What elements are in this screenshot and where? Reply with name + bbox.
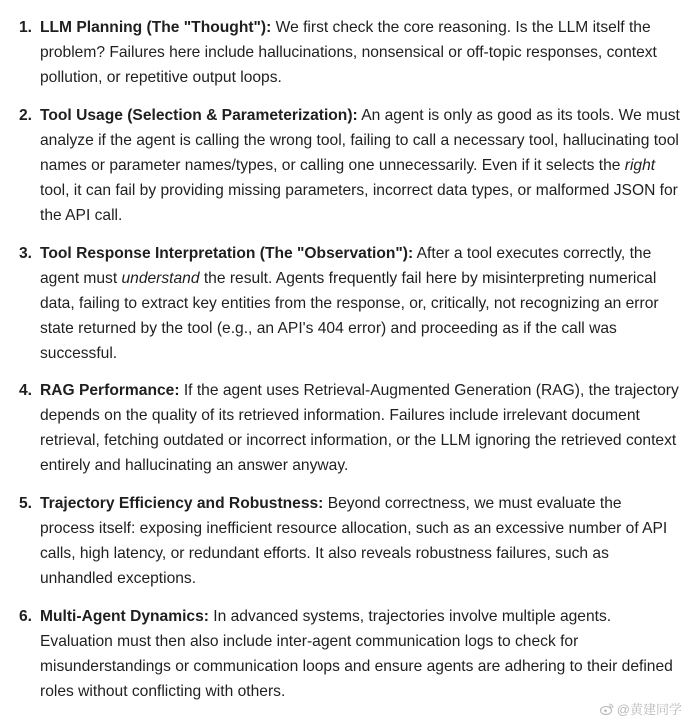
list-item-6	[0, 604, 690, 704]
item-title: Trajectory Efficiency and Robustness:	[40, 495, 324, 512]
item-title: Tool Usage (Selection & Parameterization):	[40, 107, 358, 124]
item-text	[40, 241, 680, 366]
weibo-icon	[600, 702, 614, 716]
item-body: tool, it can fail by providing missing parameters, incorrect data types, or malformed JSON for the API call.	[40, 182, 678, 224]
item-text	[40, 103, 680, 228]
item-emphasis: understand	[121, 270, 200, 287]
item-number: 6.	[19, 608, 33, 625]
item-number: 3.	[19, 245, 33, 262]
list-item-1	[0, 15, 690, 90]
list-item-3	[0, 241, 690, 366]
item-number: 4.	[19, 382, 33, 399]
item-text	[40, 604, 680, 704]
item-body: After a tool executes correctly, the agent must	[40, 245, 652, 287]
item-title: RAG Performance:	[40, 382, 180, 399]
list-item-5	[0, 491, 690, 591]
list-item-4	[0, 378, 690, 478]
item-title: Tool Response Interpretation (The "Observation"):	[40, 245, 414, 262]
item-emphasis: right	[624, 157, 656, 174]
item-body: If the agent uses Retrieval-Augmented Generation (RAG), the trajectory depends on the quality of its retrieved information. Failures include irrelevant document retrieval, fetching outdated or incorrect information, or the LLM ignoring the retrieved context entirely and hallucinating an answer anyway.	[40, 382, 679, 474]
item-title: Multi-Agent Dynamics:	[40, 608, 209, 625]
item-body: We first check the core reasoning. Is the LLM itself the problem? Failures here include hallucinations, nonsensical or off-topic responses, context pollution, or repetitive output loops.	[40, 19, 657, 86]
list-item-2	[0, 103, 690, 228]
item-text	[40, 491, 680, 591]
item-body: An agent is only as good as its tools. We must analyze if the agent is calling the wrong tool, failing to call a necessary tool, hallucinating tool names or parameter names/types, or calling one unnecessarily. Even if it selects the	[40, 107, 680, 174]
item-number: 5.	[19, 495, 33, 512]
item-text	[40, 378, 680, 478]
item-text	[40, 15, 680, 90]
item-title: LLM Planning (The "Thought"):	[40, 19, 272, 36]
item-body: Beyond correctness, we must evaluate the process itself: exposing inefficient resource allocation, such as an excessive number of API calls, high latency, or redundant efforts. It also reveals robustness failures, such as unhandled exceptions.	[40, 495, 668, 587]
watermark	[600, 699, 682, 718]
watermark-text: @黄建同学	[616, 702, 682, 717]
item-body: In advanced systems, trajectories involve multiple agents. Evaluation must then also include inter-agent communication logs to check for misunderstandings or communication loops and ensure agents are adhering to their defined roles without conflicting with others.	[40, 608, 673, 700]
item-number: 2.	[19, 107, 33, 124]
item-number: 1.	[19, 19, 33, 36]
item-body: the result. Agents frequently fail here by misinterpreting numerical data, failing to extract key entities from the response, or, critically, not recognizing an error state returned by the tool (e.g., an API's 404 error) and proceeding as if the call was successful.	[40, 270, 659, 362]
